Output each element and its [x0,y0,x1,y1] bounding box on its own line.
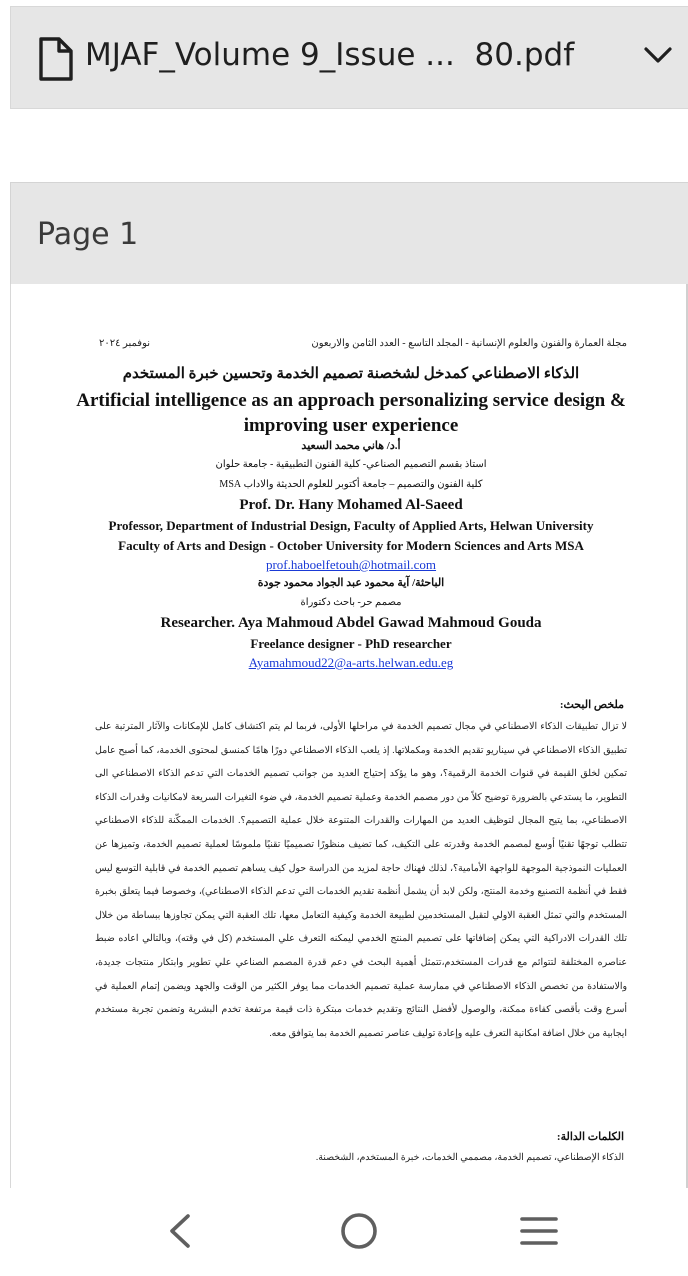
abstract-text: لا تزال تطبيقات الذكاء الاصطناعي في مجال تصميم الخدمة في مراحلها الأولى، فربما لم يتم اكتشاف كامل للإمكانات والآثار المترتبة على تطبيق الذكاء الاصطناعي في سيناريو تقديم الخدمة ومكملاتها. إذ يلعب الذكاء الاصطناعي دورًا هامًا كمنسق لمحتوى الخدمة، كما أصبح عامل تمكين لخلق القيمة في قنوات الخدمة الرقمية؟، وهو ما يؤكد إحتياج العديد من جوانب تصميم الخدمات التي تدعم الذكاء الاصطناعي الى التطوير، ما يستدعي بالضرورة توضيح كلاً من دور مصمم الخدمة وعملية تصميم الخدمة، في ضوء التغيرات السريعة لامكانيات وقدرات الذكاء الاصطناعي، بما يتيح المجال لتوظيف العديد من المهارات والقدرات المتنوعة خلال عملية التصميم؟. الخدمات الممكّنة للذكاء الاصطناعي تتطلب توجهًا تقنيًا أوسع لمصمم الخدمة وقدرته على التكيف، كما تضيف منظورًا تصميميًا تقنيًا ملموسًا لعملية تصميم الخدمة، وتميزها عن العمليات النموذجية الموجهة للواجهة الأمامية؟، لذلك فهناك حاجة لمزيد من الدراسة حول كيف يساهم تصميم الخدمة في قابلية التوسع ليس فقط في أنظمة التصنيع وخدمة المنتج، ولكن لابد أن يشمل أنظمة تقديم الخدمات التي تدعم الذكاء الاصطناعي)، وخصوصا فيما يتعلق بخبرة المستخدم والتي تمثل العقبة الاولي لتقبل المستخدمين لطبيعة الخدمة وكيفية التعامل معها، تلك العقبة التي يمكن تجاوزها ببساطة من خلال تلك القدرات الادراكية التي يمكن إضافاتها على تصميم المنتج الخدمي ليمكنه التعرف علي المستخدم (كل في وقته)، وبالتالي اعاده ضبط عناصره المختلفة لتتوائم مع قدرات المستخدم،تتمثل أهمية البحث في دعم قدرة المصمم الصناعي علي تطوير وابتكار منتجات جديدة، والاستفادة من تخصص الذكاء الاصطناعي في ممارسة عملية تصميم الخدمات مما يوفر الكثير من الوقت والجهد ويضمن إتمام العملية في أسرع وقت بأقصى كفاءة ممكنة، والوصول لأفضل النتائج وتقديم خدمات مبتكرة ذات قيمة مرتفعة تخدم البشرية وتضمن تجربة مستخدم ايجابية من خلال اضافة امكانية التعرف عليه وإعادة توليف عناصر تصميم الخدمة بما يتوافق معه. [95,722,627,1039]
file-header[interactable] [10,6,688,109]
author1-name-arabic: أ.د/ هاني محمد السعيد [301,440,401,452]
document-page[interactable] [10,284,688,1188]
back-icon[interactable] [166,1213,192,1249]
home-icon[interactable] [340,1212,378,1250]
file-name: MJAF_Volume 9_Issue ... 80.pdf [85,37,575,73]
author1-email-link[interactable]: prof.haboelfetouh@hotmail.com [265,557,437,572]
author2-email-link[interactable]: Ayamahmoud22@a-arts.helwan.edu.eg [248,655,454,670]
author2-name-arabic: الباحثة/ آية محمود عبد الجواد محمود جودة [257,577,445,589]
author1-affiliation-english-2: Faculty of Arts and Design - October University for Modern Sciences and Arts MSA [118,538,584,553]
header-journal: مجلة العمارة والفنون والعلوم الإنسانية - المجلد التاسع - العدد الثامن والاربعون [311,338,627,349]
chevron-down-icon[interactable] [643,45,673,65]
author2-name-english: Researcher. Aya Mahmoud Abdel Gawad Mahmoud Gouda [160,615,542,631]
keywords-text: الذكاء الإصطناعي، تصميم الخدمة، مصممي الخدمات، خبرة المستخدم، الشخصنة. [315,1153,624,1163]
author1-affiliation-arabic-1: استاذ بقسم التصميم الصناعي- كلية الفنون التطبيقية - جامعة حلوان [215,459,487,470]
title-english: Artificial intelligence as an approach personalizing service design & improving user experience [76,390,626,436]
header-date: نوفمبر ٢٠٢٤ [99,338,151,349]
author1-affiliation-english-1: Professor, Department of Industrial Design, Faculty of Applied Arts, Helwan University [108,518,594,533]
system-navigation-bar [0,1188,688,1276]
author2-role-english: Freelance designer - PhD researcher [250,636,452,651]
file-icon [37,37,73,81]
title-arabic: الذكاء الاصطناعي كمدخل لشخصنة تصميم الخدمة وتحسين خبرة المستخدم [122,366,580,382]
recents-icon[interactable] [520,1216,558,1246]
page-header [10,182,688,284]
page-label: Page 1 [37,217,139,252]
keywords-heading: الكلمات الدالة: [556,1131,624,1143]
author2-role-arabic: مصمم حر- باحث دكتوراة [300,597,402,608]
abstract-heading: ملخص البحث: [559,699,624,711]
author1-name-english: Prof. Dr. Hany Mohamed Al-Saeed [239,497,463,513]
author1-affiliation-arabic-2: كلية الفنون والتصميم – جامعة أكتوبر للعلوم الحديثة والاداب MSA [219,479,483,490]
